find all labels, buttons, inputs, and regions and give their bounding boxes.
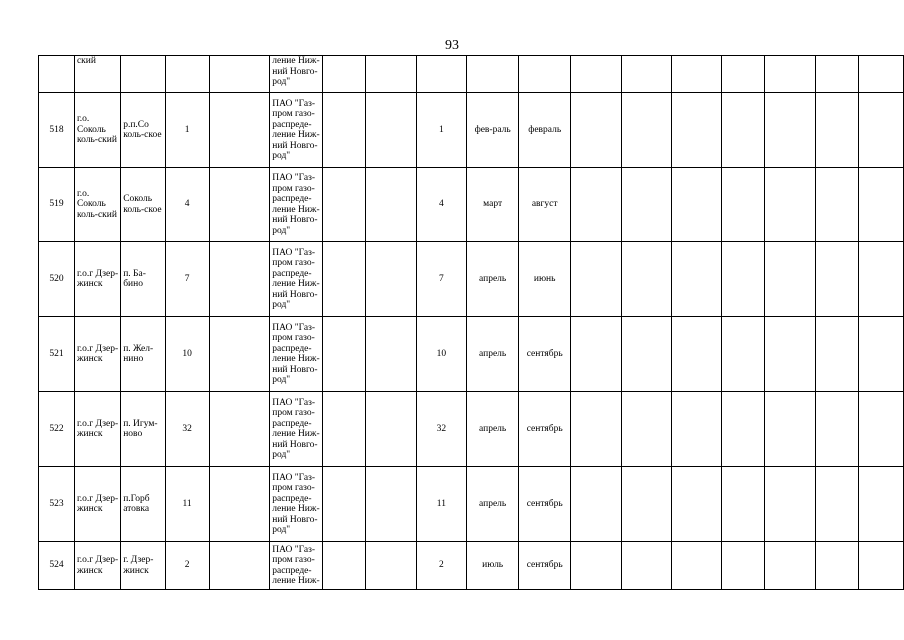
table-row — [39, 56, 904, 93]
empty-cell — [571, 242, 621, 317]
empty-cell — [322, 93, 366, 168]
month2-cell — [519, 56, 571, 93]
empty-cell — [815, 168, 859, 242]
organization-cell: ПАО "Газ-пром газо-распреде-ление Ниж-ний Новго-род" — [270, 392, 322, 467]
quantity-cell: 32 — [165, 392, 209, 467]
empty-cell — [721, 168, 765, 242]
empty-cell — [765, 242, 815, 317]
empty-cell — [765, 56, 815, 93]
month1-cell: апрель — [467, 242, 519, 317]
quantity2-cell: 10 — [416, 317, 467, 392]
empty-cell — [721, 93, 765, 168]
month2-cell: сентябрь — [519, 317, 571, 392]
row-number-cell: 520 — [39, 242, 75, 317]
district-cell: г.о.г Дзер-жинск — [74, 242, 120, 317]
place-cell: п. Игум-ново — [121, 392, 165, 467]
empty-cell — [209, 467, 270, 542]
empty-cell — [859, 93, 904, 168]
quantity-cell: 2 — [165, 542, 209, 590]
row-number-cell: 519 — [39, 168, 75, 242]
district-cell: г.о.г Дзер-жинск — [74, 467, 120, 542]
district-cell: ский — [74, 56, 120, 93]
month2-cell: август — [519, 168, 571, 242]
month2-cell: сентябрь — [519, 542, 571, 590]
empty-cell — [571, 56, 621, 93]
empty-cell — [366, 242, 416, 317]
month2-cell: сентябрь — [519, 467, 571, 542]
empty-cell — [322, 317, 366, 392]
quantity2-cell: 32 — [416, 392, 467, 467]
empty-cell — [671, 542, 721, 590]
empty-cell — [815, 242, 859, 317]
quantity2-cell: 11 — [416, 467, 467, 542]
empty-cell — [571, 542, 621, 590]
empty-cell — [671, 467, 721, 542]
quantity2-cell: 2 — [416, 542, 467, 590]
empty-cell — [322, 56, 366, 93]
row-number-cell: 522 — [39, 392, 75, 467]
empty-cell — [571, 93, 621, 168]
empty-cell — [765, 392, 815, 467]
place-cell: п. Ба-бино — [121, 242, 165, 317]
empty-cell — [721, 392, 765, 467]
place-cell — [121, 56, 165, 93]
table-row — [39, 242, 904, 317]
month1-cell: фев-раль — [467, 93, 519, 168]
empty-cell — [621, 56, 671, 93]
district-cell: г.о.г Дзер-жинск — [74, 542, 120, 590]
month1-cell: март — [467, 168, 519, 242]
empty-cell — [815, 93, 859, 168]
row-number-cell: 524 — [39, 542, 75, 590]
empty-cell — [671, 168, 721, 242]
empty-cell — [859, 168, 904, 242]
empty-cell — [322, 168, 366, 242]
empty-cell — [621, 542, 671, 590]
empty-cell — [815, 317, 859, 392]
empty-cell — [209, 317, 270, 392]
table-row — [39, 392, 904, 467]
empty-cell — [571, 168, 621, 242]
empty-cell — [671, 392, 721, 467]
place-cell: Соколь коль-ское — [121, 168, 165, 242]
empty-cell — [721, 242, 765, 317]
row-number-cell — [39, 56, 75, 93]
empty-cell — [859, 317, 904, 392]
empty-cell — [765, 317, 815, 392]
empty-cell — [621, 317, 671, 392]
row-number-cell: 518 — [39, 93, 75, 168]
empty-cell — [859, 542, 904, 590]
quantity-cell: 1 — [165, 93, 209, 168]
empty-cell — [671, 242, 721, 317]
empty-cell — [671, 93, 721, 168]
quantity2-cell — [416, 56, 467, 93]
table-row — [39, 168, 904, 242]
empty-cell — [322, 542, 366, 590]
table-row — [39, 467, 904, 542]
quantity-cell: 10 — [165, 317, 209, 392]
empty-cell — [621, 467, 671, 542]
empty-cell — [571, 467, 621, 542]
quantity-cell: 7 — [165, 242, 209, 317]
empty-cell — [621, 392, 671, 467]
organization-cell: ПАО "Газ-пром газо-распреде-ление Ниж-ний Новго-род" — [270, 93, 322, 168]
table-row — [39, 93, 904, 168]
empty-cell — [721, 542, 765, 590]
empty-cell — [571, 317, 621, 392]
empty-cell — [366, 56, 416, 93]
row-number-cell: 523 — [39, 467, 75, 542]
empty-cell — [366, 168, 416, 242]
organization-cell: ПАО "Газ-пром газо-распреде-ление Ниж-ний Новго-род" — [270, 242, 322, 317]
table-body — [39, 56, 904, 590]
organization-cell: ление Ниж-ний Новго-род" — [270, 56, 322, 93]
month1-cell: июль — [467, 542, 519, 590]
empty-cell — [209, 542, 270, 590]
empty-cell — [209, 168, 270, 242]
empty-cell — [721, 317, 765, 392]
empty-cell — [366, 392, 416, 467]
empty-cell — [671, 56, 721, 93]
empty-cell — [721, 467, 765, 542]
organization-cell: ПАО "Газ-пром газо-распреде-ление Ниж-ний Новго-род" — [270, 467, 322, 542]
empty-cell — [209, 93, 270, 168]
table-row — [39, 542, 904, 590]
month1-cell: апрель — [467, 467, 519, 542]
month1-cell: апрель — [467, 317, 519, 392]
district-cell: г.о. Соколь коль-ский — [74, 168, 120, 242]
place-cell: п.Горб атовка — [121, 467, 165, 542]
empty-cell — [815, 467, 859, 542]
district-cell: г.о.г Дзер-жинск — [74, 317, 120, 392]
empty-cell — [366, 467, 416, 542]
organization-cell: ПАО "Газ-пром газо-распреде-ление Ниж-ний Новго-род" — [270, 317, 322, 392]
place-cell: п. Жел-нино — [121, 317, 165, 392]
organization-cell: ПАО "Газ-пром газо-распреде-ление Ниж- — [270, 542, 322, 590]
empty-cell — [765, 168, 815, 242]
empty-cell — [209, 242, 270, 317]
page-number: 93 — [445, 38, 459, 53]
quantity-cell: 11 — [165, 467, 209, 542]
empty-cell — [765, 93, 815, 168]
empty-cell — [322, 242, 366, 317]
row-number-cell: 521 — [39, 317, 75, 392]
empty-cell — [366, 542, 416, 590]
empty-cell — [859, 242, 904, 317]
month2-cell: июнь — [519, 242, 571, 317]
district-cell: г.о. Соколь коль-ский — [74, 93, 120, 168]
empty-cell — [366, 93, 416, 168]
quantity2-cell: 1 — [416, 93, 467, 168]
empty-cell — [621, 242, 671, 317]
quantity2-cell: 4 — [416, 168, 467, 242]
district-cell: г.о.г Дзер-жинск — [74, 392, 120, 467]
place-cell: р.п.Со коль-ское — [121, 93, 165, 168]
month2-cell: февраль — [519, 93, 571, 168]
empty-cell — [209, 392, 270, 467]
quantity-cell: 4 — [165, 168, 209, 242]
empty-cell — [209, 56, 270, 93]
empty-cell — [859, 56, 904, 93]
month2-cell: сентябрь — [519, 392, 571, 467]
empty-cell — [765, 542, 815, 590]
quantity-cell — [165, 56, 209, 93]
empty-cell — [815, 392, 859, 467]
empty-cell — [366, 317, 416, 392]
quantity2-cell: 7 — [416, 242, 467, 317]
empty-cell — [671, 317, 721, 392]
empty-cell — [859, 467, 904, 542]
empty-cell — [765, 467, 815, 542]
empty-cell — [815, 542, 859, 590]
empty-cell — [571, 392, 621, 467]
empty-cell — [621, 93, 671, 168]
place-cell: г. Дзер-жинск — [121, 542, 165, 590]
month1-cell — [467, 56, 519, 93]
empty-cell — [721, 56, 765, 93]
empty-cell — [322, 467, 366, 542]
empty-cell — [621, 168, 671, 242]
month1-cell: апрель — [467, 392, 519, 467]
data-table — [38, 55, 904, 590]
empty-cell — [322, 392, 366, 467]
organization-cell: ПАО "Газ-пром газо-распреде-ление Ниж-ний Новго-род" — [270, 168, 322, 242]
table-row — [39, 317, 904, 392]
empty-cell — [815, 56, 859, 93]
empty-cell — [859, 392, 904, 467]
